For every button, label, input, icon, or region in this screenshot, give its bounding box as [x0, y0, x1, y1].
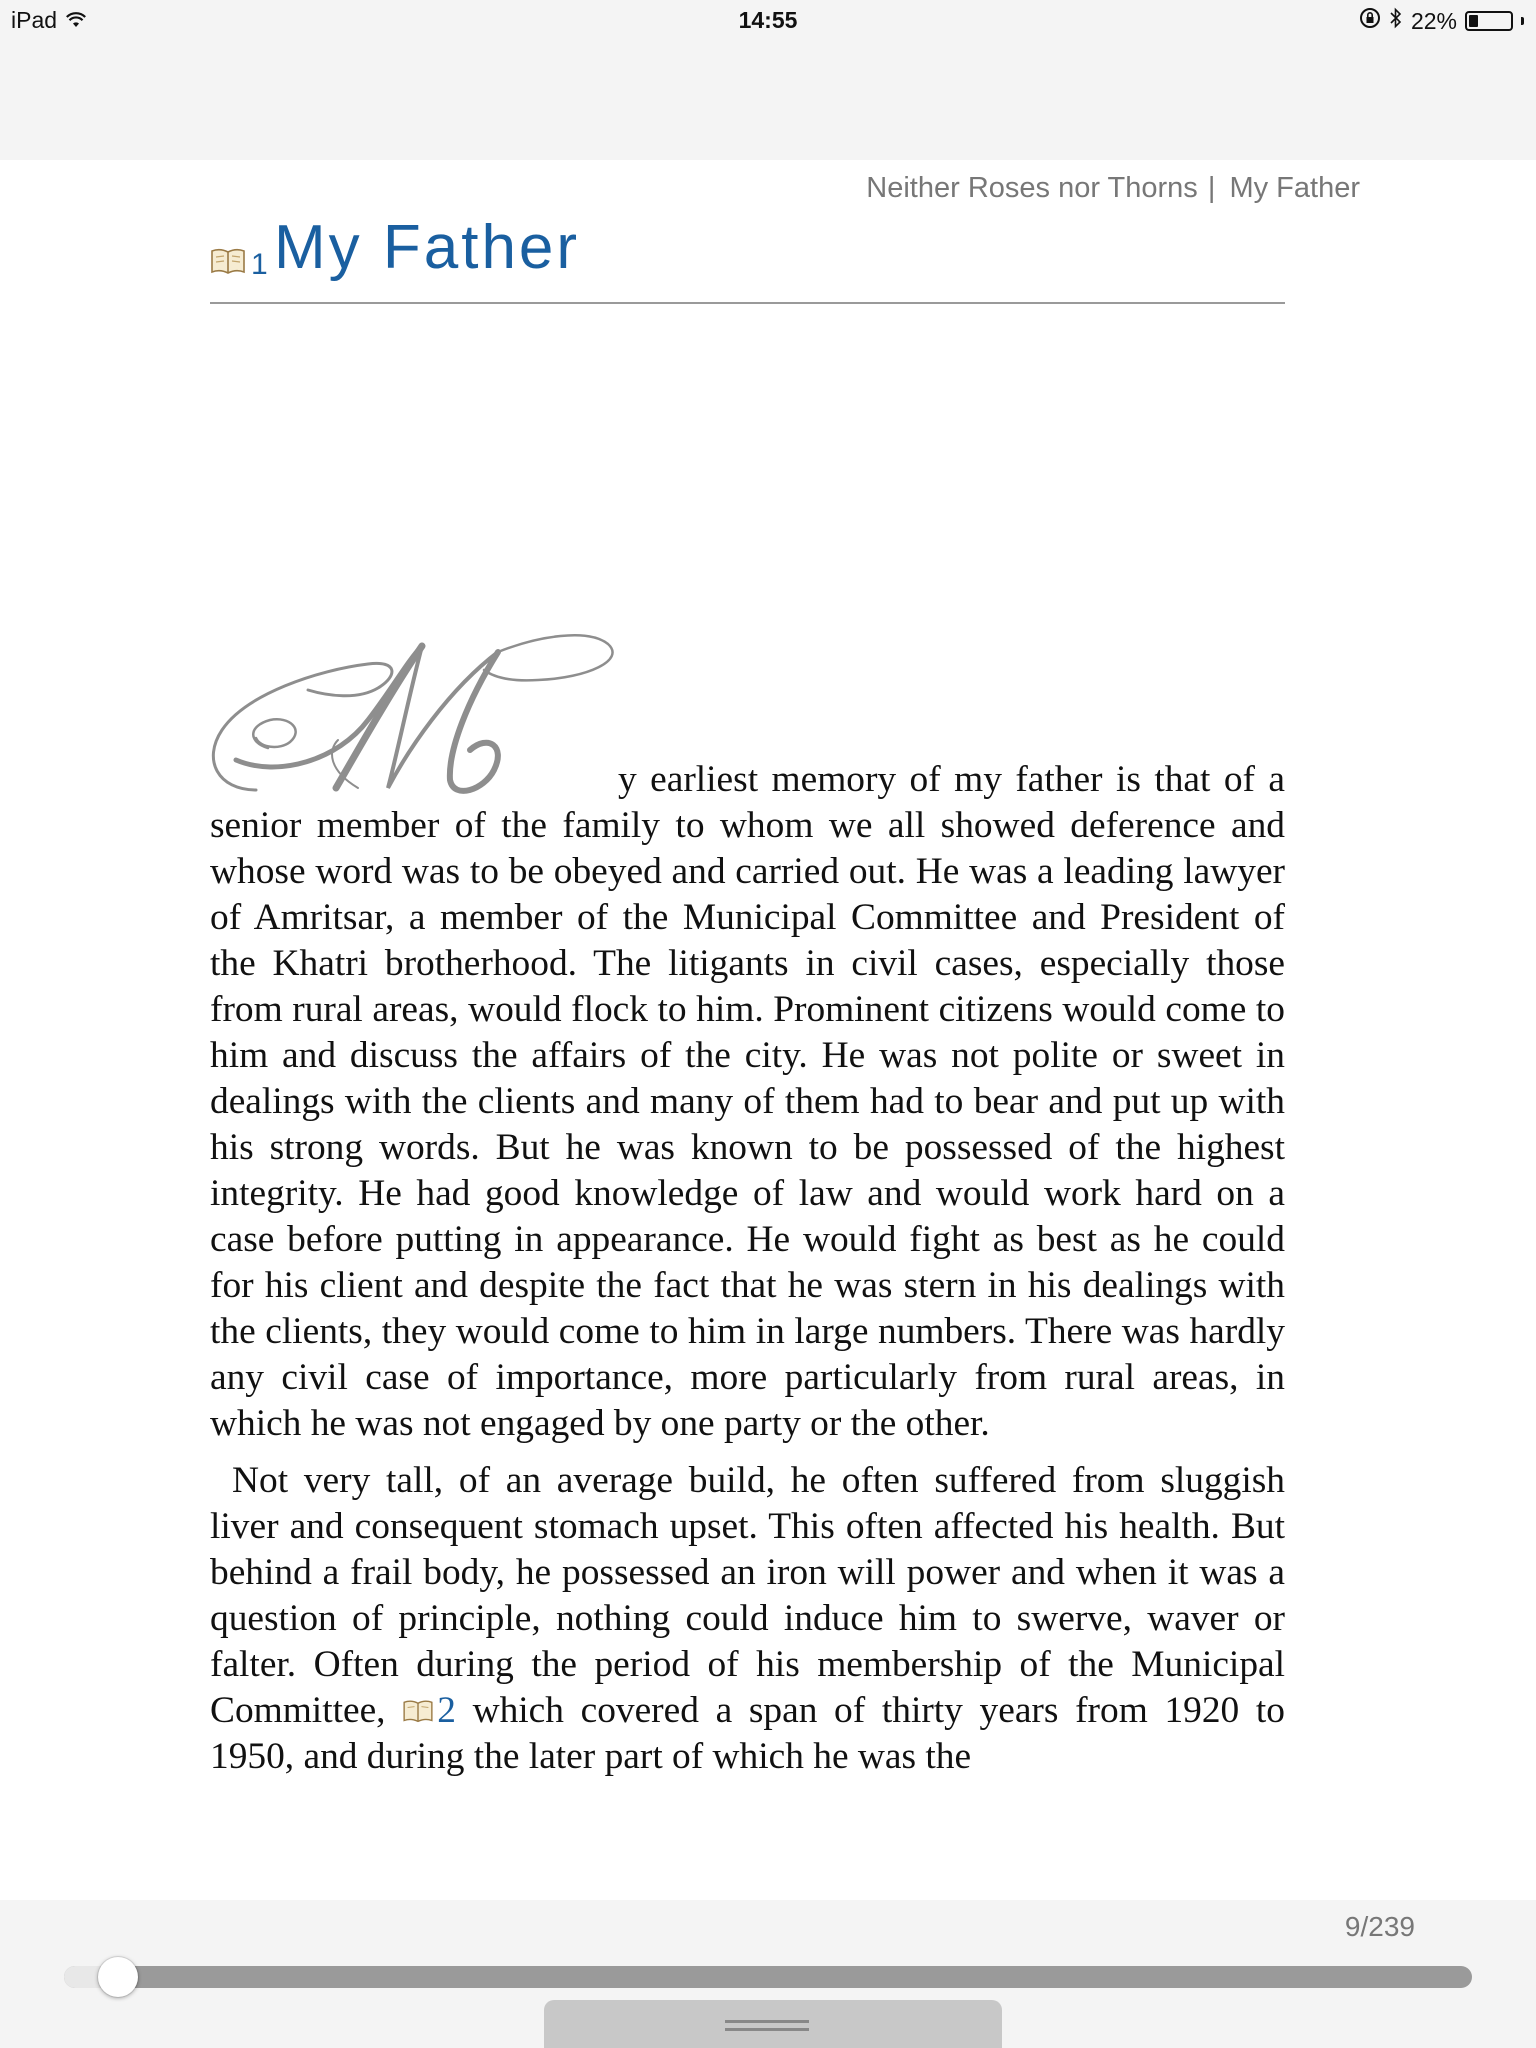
header-chapter: My Father: [1229, 172, 1360, 204]
battery-nub: [1521, 17, 1524, 25]
bottom-drawer-handle[interactable]: [544, 2000, 1002, 2048]
page-text[interactable]: [210, 757, 1285, 1780]
paragraph: [210, 1458, 1285, 1780]
page-counter: 9/239: [1344, 1911, 1415, 1942]
scrubber-thumb[interactable]: [98, 1957, 138, 1997]
battery-percent: 22%: [1410, 7, 1457, 34]
paragraph: y earliest memory of my father is that of a senior member of the family to whom we all showed deference and whose word was to be obeyed and carried out. He was a leading lawyer of Amritsar, a member of the Municipal Committee and President of the Khatri brotherhood. The litigants in civil cases, especially those from rural areas, would flock to him. Prominent citizens would come to him and discuss the affairs of the city. He was not polite or sweet in dealings with the clients and many of them had to bear and put up with his strong words. But he was known to be possessed of the highest integrity. He had good knowledge of law and would work hard on a case before putting in appearance. He would fight as best as he could for his client and despite the fact that he was stern in his dealings with the clients, they would come to him in large numbers. There was hardly any civil case of importance, more particularly from rural areas, in which he was not engaged by one party or the other.: [210, 759, 1285, 1444]
chapter-title: My Father: [274, 213, 581, 282]
paragraph-text: Not very tall, of an average build, he often suffered from sluggish liver and consequent stomach upset. This often affected his health. But behind a frail body, he possessed an iron will power and when it was a question of principle, nothing could induce him to swerve, waver or falter. Often during the period of his membership of the Municipal Committee,: [210, 1460, 1285, 1731]
page-scrubber[interactable]: [64, 1966, 1472, 1988]
footnote-link-1[interactable]: 1: [251, 248, 268, 281]
running-header: [866, 172, 1360, 205]
footnote-link-2[interactable]: [402, 1690, 456, 1731]
status-bar: [0, 0, 1536, 40]
footnote-number: 2: [437, 1690, 456, 1731]
battery-level: [1469, 15, 1478, 27]
book-title: Neither Roses nor Thorns: [866, 172, 1198, 204]
paragraph-text: which covered a span of thirty years from 1920 to 1950, and during the later part of which he was the: [210, 1690, 1285, 1777]
grip-line: [725, 2028, 809, 2031]
chapter-heading: [210, 213, 1285, 304]
bluetooth-icon: [1389, 7, 1403, 35]
header-separator: |: [1207, 172, 1216, 204]
device-name: iPad: [11, 7, 58, 33]
status-time: 14:55: [738, 7, 798, 33]
book-note-icon: [402, 1698, 434, 1724]
battery-icon: [1465, 11, 1513, 31]
grip-line: [725, 2020, 809, 2023]
orientation-lock-icon: [1359, 7, 1381, 35]
book-note-icon[interactable]: [210, 246, 246, 281]
